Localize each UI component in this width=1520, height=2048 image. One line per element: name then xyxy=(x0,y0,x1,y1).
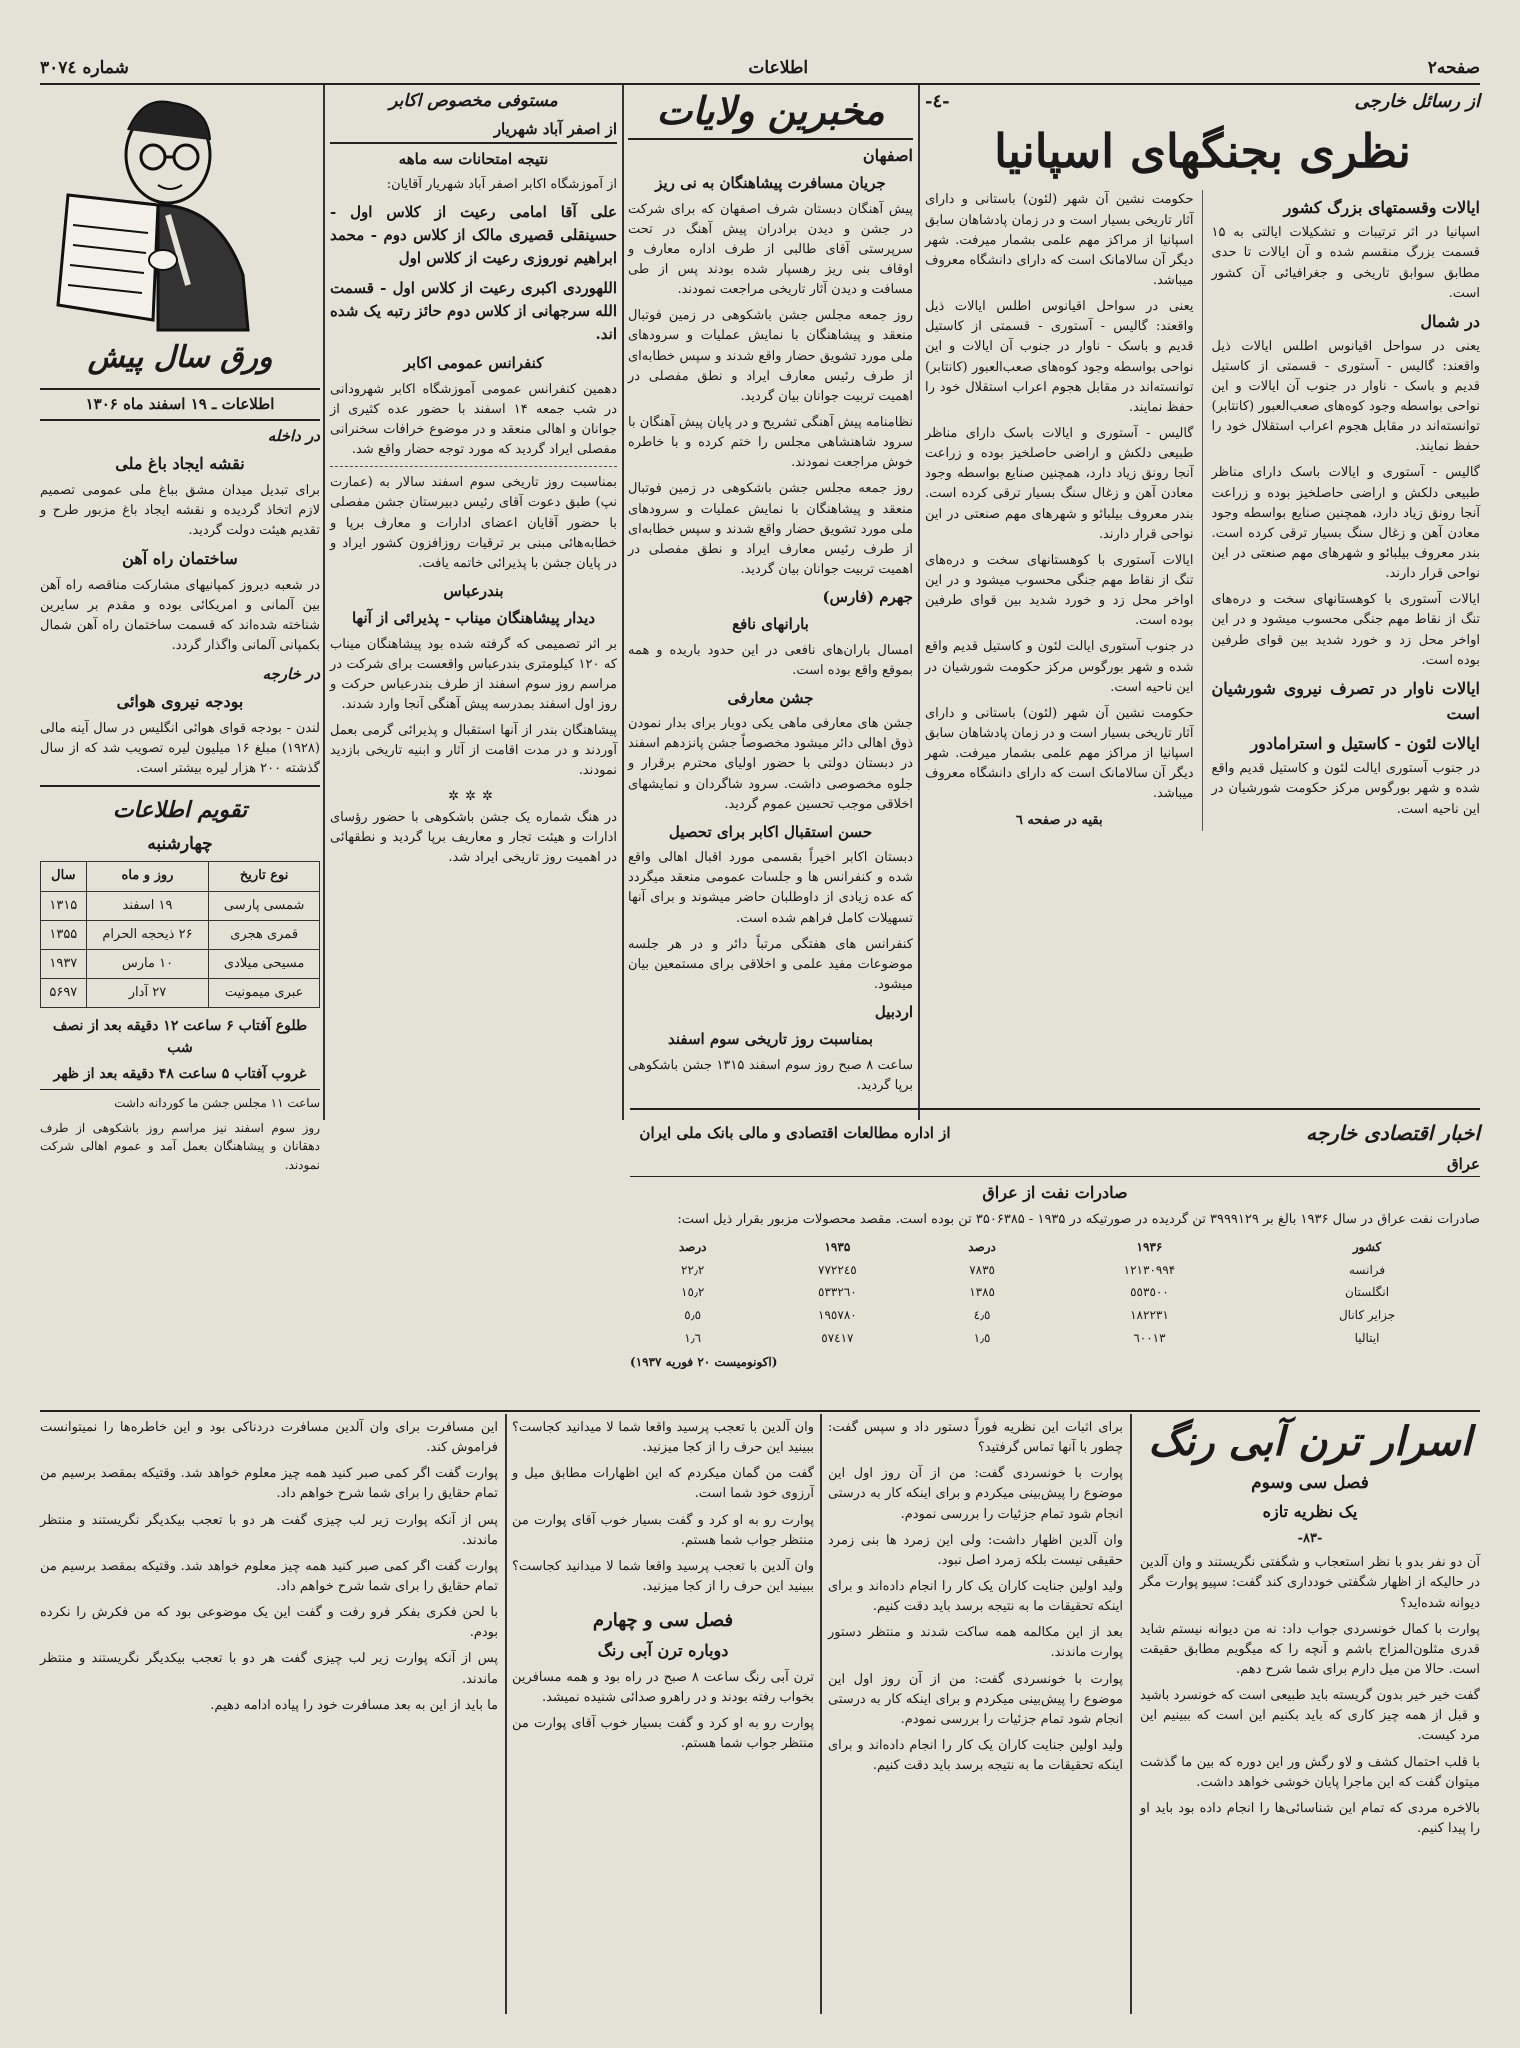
news-heading: کنفرانس عمومی اکابر xyxy=(403,354,544,373)
table-cell: ۱۹ اسفند xyxy=(86,891,209,920)
table-cell: مسیحی میلادی xyxy=(209,949,320,978)
paragraph: با لحن فکری بفکر فرو رفت و گفت این یک موضوعی بود که من فکرش را نکرده بودم. xyxy=(40,1605,498,1641)
paragraph: گفت من گمان میکردم که این اظهارات مطابق میل و آرزوی خود شما است. xyxy=(512,1466,814,1502)
paragraph: وان آلدین اظهار داشت: ولی این زمرد ها بنی زمرد حقیقی نیست بلکه زمرد اصل نبود. xyxy=(828,1532,1123,1568)
country-heading: عراق xyxy=(630,1153,1480,1177)
table-cell: ایتالیا xyxy=(1354,1330,1380,1345)
table-row xyxy=(630,1327,1480,1350)
paragraph: ولید اولین جنایت کاران یک کار را انجام داده‌اند و برای اینکه تحقیقات ما به نتیجه برسد باید دقت کنیم. xyxy=(828,1578,1123,1615)
sidebar-column xyxy=(40,335,320,1173)
column-divider xyxy=(820,1414,822,2014)
column-divider xyxy=(505,1414,507,2014)
city-heading: اردبیل xyxy=(874,1003,913,1022)
correspondent-label: مستوفی مخصوص اکابر xyxy=(389,91,558,111)
table-cell: ۲۷ آدار xyxy=(86,979,209,1008)
novel-top-rule xyxy=(40,1410,1480,1412)
dateline: اطلاعات ـ ۱۹ اسفند ماه ۱۳۰۶ xyxy=(40,388,320,421)
table-cell: ۲۶ ذیحجه الحرام xyxy=(86,920,209,949)
novel-column-3 xyxy=(512,1418,814,2018)
paragraph: پوارت گفت اگر کمی صبر کنید همه چیز معلوم خواهد شد. وقتیکه بمقصد برسیم من تمام حقایق را برای شما شرح خواهم داد. xyxy=(40,1466,498,1502)
table-row xyxy=(630,1281,1480,1304)
table-cell: ۵۶۹۷ xyxy=(41,979,87,1008)
table-header-row xyxy=(630,1236,1480,1259)
news-heading: جریان مسافرت پیشاهنگان به نی ریز xyxy=(655,174,886,193)
news-heading: از اصفر آباد شهریار xyxy=(330,118,617,143)
subheading: ایالات لئون - کاستیل و استرامادور xyxy=(1250,734,1480,754)
table-cell: ٤٫٥ xyxy=(973,1307,991,1322)
table-cell: ۱۳۵۵ xyxy=(41,920,87,949)
column-header: ۱۹۳۶ xyxy=(1136,1240,1163,1255)
paragraph: ایالات آستوری با کوهستانهای سخت و دره‌های تنگ از نقاط مهم جنگی محسوب میشود و در این اواخر محل زد و خورد شدید بین قوای طرفین بوده است. xyxy=(1211,592,1480,668)
table-cell: ٥٣٣۲٦٠ xyxy=(818,1285,857,1300)
paragraph: پوارت با کمال خونسردی جواب داد: نه من دیوانه نیستم شاید قدری مثلون‌المزاج باشم و آنچه را که میگویم مطابق حقیقت است. حالا من میل دارم برای شما شرح دهم. xyxy=(1140,1621,1480,1677)
subsection-label: در داخله xyxy=(267,426,320,445)
paragraph: پوارت رو به او کرد و گفت بسیار خوب آقای پوارت من منتظر جواب شما هستم. xyxy=(512,1512,814,1548)
news-heading: دیدار پیشاهنگان میناب - پذیرائی از آنها xyxy=(351,609,596,628)
article-title: نظری بجنگهای اسپانیا xyxy=(994,123,1411,178)
table-cell: ۱٫٦ xyxy=(684,1330,702,1345)
paragraph: گالیس - آستوری و ایالات باسک دارای مناظر طبیعی دلکش و اراضی حاصلخیز بوده و زراعت آنجا رونق زیاد دارد، همچنین صنایع بواسطه وجود معادن آهن و زغال سنگ بسیار ترقی کرده است. بندر معروف بیلبائو و شهرهای مهم صنعتی در این نواحی قرار دارند. xyxy=(925,426,1194,542)
paragraph: گفت خیر خیر بدون گریسته باید طبیعی است که خونسرد باشید و قبل از همه چیز کاری که باید بکنیم این است که ببینیم این مرد کیست. xyxy=(1140,1688,1480,1744)
novel-column-2 xyxy=(828,1418,1123,2018)
column-header: سال xyxy=(41,862,87,891)
chapter-subtitle: دوباره ترن آبی رنگ xyxy=(597,1641,729,1661)
news-heading: حسن استقبال اکابر برای تحصیل xyxy=(668,822,873,841)
sidebar-heading: ورق سال پیش xyxy=(87,340,273,375)
table-cell: ٥٥٣٥٠٠ xyxy=(1130,1285,1169,1300)
table-cell: فرانسه xyxy=(1348,1262,1386,1277)
column-divider xyxy=(1130,1414,1132,2014)
provinces-title: مخبرین ولایات xyxy=(656,88,885,133)
table-cell: شمسی پارسی xyxy=(209,891,320,920)
news-heading: بمناسبت روز تاریخی سوم اسفند xyxy=(667,1030,874,1049)
table-cell: ۱۹۳۷ xyxy=(41,949,87,978)
table-cell: ۷۷۲۲٤٥ xyxy=(818,1262,857,1277)
paragraph: دهمین کنفرانس عمومی آموزشگاه اکابر شهرودانی در شب جمعه ۱۴ اسفند با حضور عده کثیری از جوانان و اهالی منعقد و در موضوع خرافات سخنرانی مفصلی ایراد گردید که مورد توجه حضار واقع شد. xyxy=(330,381,617,458)
paragraph: یعنی در سواحل اقیانوس اطلس ایالات ذیل واقعند: گالیس - آستوری - قسمتی از کاستیل قدیم و باسک - ناوار در جنوب آن ایالات و این نواحی بواسطه وجود کوه‌های صعب‌العبور (کانتابر) توانسته‌اند در مقابل هجوم اعراب استقلال خود را حفظ نمایند. xyxy=(1211,338,1480,455)
column-header: درصد xyxy=(678,1240,707,1255)
calendar-title: تقویم اطلاعات xyxy=(112,797,248,824)
subheading: در شمال xyxy=(1420,311,1480,331)
column-header: ۱۹۳۵ xyxy=(824,1240,851,1255)
paragraph: نظامنامه پیش آهنگی تشریح و در پایان پیش آهنگان با سرود شاهنشاهی مجلس را ختم کرده و با خاطره خوش مراجعت نمودند. xyxy=(628,415,913,471)
correspondent-column xyxy=(330,88,617,1108)
column-divider xyxy=(622,85,624,1120)
table-cell: ۱۳۱۵ xyxy=(41,891,87,920)
paragraph: یعنی در سواحل اقیانوس اطلس ایالات ذیل واقعند: گالیس - آستوری - قسمتی از کاستیل قدیم و باسک - ناوار در جنوب آن ایالات و این نواحی بواسطه وجود کوه‌های صعب‌العبور (کانتابر) توانسته‌اند در مقابل هجوم اعراب استقلال خود را حفظ نمایند. xyxy=(925,299,1194,415)
paragraph: ما باید از این به بعد مسافرت خود را پیاده ادامه دهیم. xyxy=(210,1697,498,1713)
paragraph: بالاخره مردی که تمام این شناسائی‌ها را انجام داده بود باید او را پیدا کنیم. xyxy=(1140,1800,1480,1836)
table-cell: انگلستان xyxy=(1345,1285,1390,1300)
column-header: درصد xyxy=(968,1240,996,1255)
paragraph: وان آلدین با تعجب پرسید واقعا شما لا میدانید کجاست؟ ببینید این حرف را از کجا میزنید. xyxy=(512,1420,814,1456)
column-header: کشور xyxy=(1352,1240,1382,1255)
serial-title: اسرار ترن آبی رنگ xyxy=(1148,1418,1472,1465)
paragraph: آن دو نفر بدو با نظر استعجاب و شگفتی نگریستند و وان آلدین در حالیکه از اظهار شگفتی خودداری کند گفت: سپیو پوارت مگر دیوانه شده‌اید؟ xyxy=(1140,1555,1480,1611)
calendar-table xyxy=(40,861,320,1008)
spacer xyxy=(630,1110,1480,1111)
paragraph: برای اثبات این نظریه فوراً دستور داد و سپس گفت: چطور با آنها تماس گرفتید؟ xyxy=(828,1420,1123,1456)
paragraph: صادرات نفت عراق در سال ۱۹۳۶ بالغ بر ۳۹۹۹۱۲۹ تن گردیده در صورتیکه در ۱۹۳۵ - ۳۵۰۶۳۸۵ تن بوده است. مقصد محصولات مزبور بقرار ذیل است: xyxy=(677,1212,1480,1228)
paragraph: ایالات آستوری با کوهستانهای سخت و دره‌های تنگ از نقاط مهم جنگی محسوب میشود و در این اواخر محل زد و خورد شدید بین قوای طرفین بوده است. xyxy=(925,552,1194,629)
column-divider xyxy=(918,85,920,1120)
ornament-stars: ✲✲✲ xyxy=(448,789,499,805)
paragraph: بر اثر تصمیمی که گرفته شده بود پیشاهنگان میناب که ۱۲۰ کیلومتری بندرعباس واقعست برای شرکت در مراسم روز سوم اسفند از طرف بندرعباس حرکت و روز اول اسفند بمدرسه پیش آهنگی آنجا وارد شدند. xyxy=(330,636,618,712)
provinces-column xyxy=(628,88,913,1108)
paragraph: در شعبه دیروز کمپانیهای مشارکت مناقصه راه آهن بین آلمانی و امریکائی بوده و مقدم بر سایرین شناخته شده‌اند که قسمت ساختمان راه آهن شمال بکمپانی آلمانی واگذار گردد. xyxy=(40,578,320,654)
page-number: صفحه۲ xyxy=(1427,58,1480,78)
table-header-row xyxy=(41,862,320,891)
city-heading: اصفهان xyxy=(862,145,913,165)
paragraph: دبستان اکابر اخیراً بقسمی مورد اقبال اهالی واقع شده و کنفرانس ها و جلسات عمومی منعقد میگردد که عده زیادی از داوطلبان حاضر میشوند و برای آنها تسهیلات کامل فراهم شده است. xyxy=(628,850,913,926)
paragraph: اللهوردی اکبری رعیت از کلاس اول - قسمت الله سرجهانی از کلاس دوم حائز رتبه یک شده اند. xyxy=(329,278,617,344)
paragraph: ساعت ۸ صبح روز سوم اسفند ۱۳۱۵ جشن باشکوهی برپا گردید. xyxy=(628,1057,913,1093)
paragraph: ترن آبی رنگ ساعت ۸ صبح در راه بود و همه مسافرین بخواب رفته بودند و در راهرو صدائی شنیده نمیشد. xyxy=(512,1669,815,1705)
news-heading: ساختمان راه آهن xyxy=(122,549,238,569)
paragraph: کنفرانس های هفتگی مرتباً دائر و در هر جلسه موضوعات مفید علمی و اخلاقی برای مستمعین بیان میشود. xyxy=(628,936,913,992)
news-heading: صادرات نفت از عراق xyxy=(982,1183,1128,1203)
news-heading: بارانهای نافع xyxy=(732,615,809,634)
paragraph: وان آلدین با تعجب پرسید واقعا شما لا میدانید کجاست؟ ببینید این حرف را از کجا میزنید. xyxy=(512,1558,814,1594)
table-cell: ۱۹٥۷۸۰ xyxy=(818,1307,857,1322)
issue-number: شماره ۳۰۷٤ xyxy=(40,58,129,78)
paragraph: امسال باران‌های نافعی در این حدود باریده و همه بموقع واقع بوده است. xyxy=(628,642,913,678)
city-heading: بندرعباس xyxy=(443,582,504,600)
page-header xyxy=(40,55,1480,81)
table-cell: ٥۷٤۱۷ xyxy=(821,1330,854,1345)
weekday: چهارشنبه xyxy=(147,834,213,855)
source-caption: از اداره مطالعات اقتصادی و مالی بانک ملی ایران xyxy=(639,1123,951,1142)
table-cell: ۱۲۱۳۰۹۹۴ xyxy=(1123,1262,1176,1277)
paragraph: این مسافرت برای وان آلدین مسافرت دردناکی بود و این خاطره‌ها را نمیتوانست فراموش کند. xyxy=(40,1420,498,1456)
subheading: ایالات ناوار در تصرف نیروی شورشیان است xyxy=(1211,678,1480,723)
table-cell: جزایر کانال xyxy=(1338,1307,1396,1322)
novel-column-4 xyxy=(40,1418,498,2018)
paragraph: در جنوب آستوری ایالت لئون و کاستیل قدیم واقع شده و شهر بورگوس مرکز حکومت شورشیان در این ناحیه است. xyxy=(1211,761,1480,817)
paragraph: حکومت نشین آن شهر (لئون) باستانی و دارای آثار تاریخی بسیار است و در زمان پادشاهان سابق اسپانیا از مراکز مهم علمی بشمار میرفت. شهر دیگر آن سالامانک است که دارای دانشگاه معروف میباشد. xyxy=(925,705,1194,802)
paragraph: جشن های معارفی ماهی یکی دوبار برای بدار نمودن ذوق اهالی دائر میشود مخصوصاً جشن پانزدهم اسفند در دبستان دولتی با حضور اولیای محترم برقرار و جلوه مخصوصی داشت. سرود شاگردان و نمایشهای اخلاقی موجب تحسین عموم گردید. xyxy=(628,716,913,812)
foreign-article xyxy=(925,88,1480,1113)
table-cell: ۱۸۲۲۳۱ xyxy=(1130,1307,1169,1322)
source-footer: (اکونومیست ۲۰ فوریه ۱۹۳۷) xyxy=(630,1355,778,1370)
table-cell: ۷۸۳٥ xyxy=(969,1262,995,1277)
newspaper-name: اطلاعات xyxy=(748,58,809,78)
table-cell: ۱٫٥ xyxy=(973,1330,991,1345)
chapter-subtitle: یک نظریه تازه xyxy=(1262,1502,1358,1522)
table-cell: ۱۳۸٥ xyxy=(969,1285,995,1300)
table-cell: ۱۰ مارس xyxy=(86,949,209,978)
paragraph: علی آقا امامی رعیت از کلاس اول - حسینقلی قصیری مالک از کلاس دوم - محمد ابراهیم نوروزی رعیت از کلاس اول xyxy=(330,202,617,268)
paragraph: حکومت نشین آن شهر (لئون) باستانی و دارای آثار تاریخی بسیار است و در زمان پادشاهان سابق اسپانیا از مراکز مهم علمی بشمار میرفت. شهر دیگر آن سالامانک است که دارای دانشگاه معروف میباشد. xyxy=(925,192,1194,289)
chapter-heading: فصل سی وسوم xyxy=(1251,1473,1369,1493)
paragraph: پوارت رو به او کرد و گفت بسیار خوب آقای پوارت من منتظر جواب شما هستم. xyxy=(512,1716,814,1752)
table-cell: عبری میمونیت xyxy=(209,979,320,1008)
paragraph: پیشاهنگان بندر از آنها استقبال و پذیرائی گرمی بعمل آوردند و در مدت اقامت از آثار و ابنیه تاریخی بازدید نمودند. xyxy=(330,723,617,779)
section-label: از رسائل خارجی xyxy=(1354,91,1480,112)
paragraph: لندن - بودجه قوای هوائی انگلیس در سال آینه مالی (۱۹۲۸) مبلغ ۱۶ میلیون لیره تصویب شد که از سال گذشته ۲۰۰ هزار لیره بیشتر است. xyxy=(40,720,320,776)
subsection-label: در خارجه xyxy=(262,664,320,683)
table-cell: قمری هجری xyxy=(209,920,320,949)
news-heading: نتیجه امتحانات سه ماهه xyxy=(398,149,549,168)
paragraph: ساعت ۱۱ مجلس جشن ما کوردانه داشت xyxy=(114,1096,320,1111)
paragraph: بعد از این مکالمه همه ساکت شدند و منتظر دستور پوارت ماندند. xyxy=(828,1625,1123,1661)
paragraph: اسپانیا در اثر ترتیبات و تشکیلات ایالتی به ۱۵ قسمت بزرگ منقسم شده و آن ایالات تا حدی مطابق سوابق تاریخی و جغرافیائی آن کشور است. xyxy=(1211,225,1480,301)
paragraph: گالیس - آستوری و ایالات باسک دارای مناظر طبیعی دلکش و اراضی حاصلخیز بوده و زراعت آنجا رونق زیاد دارد، همچنین صنایع بواسطه وجود معادن آهن و زغال سنگ بسیار ترقی کرده است. بندر معروف بیلبائو و شهرهای مهم صنعتی در این نواحی قرار دارند. xyxy=(1211,465,1480,582)
city-heading: جهرم (فارس) xyxy=(822,588,913,607)
news-heading: جشن معارفی xyxy=(727,688,814,707)
table-row xyxy=(41,920,320,949)
paragraph: از آموزشگاه اکابر اصفر آباد شهریار آقایان: xyxy=(386,176,617,192)
table-row xyxy=(630,1304,1480,1327)
paragraph: در هنگ شماره یک جشن باشکوهی با حضور رؤسای ادارات و هیئت تجار و معاریف برپا گردید و نطقهائی در اهمیت روز تاریخی ایراد شد. xyxy=(330,809,617,865)
table-cell: ٦۰۰۱۳ xyxy=(1133,1330,1166,1345)
installment-number: -۸۳- xyxy=(1297,1531,1323,1547)
paragraph: پوارت با خونسردی گفت: من از آن روز اول این موضوع را پیش‌بینی میکردم و برای اینکه کار به درستی انجام شود تمام جزئیات را بررسی نمودم. xyxy=(828,1671,1123,1727)
news-heading: بودجه نیروی هوائی xyxy=(116,691,244,711)
continued-note: بقیه در صفحه ٦ xyxy=(1015,812,1103,828)
table-row xyxy=(41,979,320,1008)
paragraph: پس از آنکه پوارت زیر لب چیزی گفت هر دو با تعجب بیکدیگر نگریستند و منتظر ماندند. xyxy=(40,1651,498,1687)
paragraph: بمناسبت روز تاریخی سوم اسفند سالار به (عمارت نپ) طبق دعوت آقای رئیس دبیرستان جشن مفصلی با حضور آقایان اعضای ادارات و معارف برپا و خطابه‌هائی مبنی بر ترقیات روزافزون کشور ایراد و در پایان جشن با پذیرائی خاتمه یافت. xyxy=(330,475,617,571)
paragraph: برای تبدیل میدان مشق بباغ ملی عمومی تصمیم لازم اتخاذ گردیده و نقشه ایجاد باغ مزبور طرح و تقدیم هیئت دولت گردید. xyxy=(40,482,320,539)
economic-news-box xyxy=(630,1118,1480,1403)
paragraph: در جنوب آستوری ایالت لئون و کاستیل قدیم واقع شده و شهر بورگوس مرکز حکومت شورشیان در این ناحیه است. xyxy=(925,639,1194,695)
paragraph: پوارت با خونسردی گفت: من از آن روز اول این موضوع را پیش‌بینی میکردم و برای اینکه کار به درستی انجام شود تمام جزئیات را بررسی نمودم. xyxy=(828,1466,1123,1522)
subheading: ایالات وقسمتهای بزرگ کشور xyxy=(1283,198,1480,218)
cartoon-illustration xyxy=(48,85,263,335)
section-label: اخبار اقتصادی خارجه xyxy=(1306,1121,1480,1145)
paragraph: پیش آهنگان دبستان شرف اصفهان که برای شرکت در جشن و دیدن برادران پیش آهنگ در تحت سرپرستی آقای طالبی از طرف اداره معارف و اوقاف بنی ریز رهسپار شده بودند پس از طی مسافت و دیدن آثار تاریخی مراجعت نمودند. xyxy=(628,201,913,298)
chapter-heading: فصل سی و چهارم xyxy=(592,1610,734,1632)
reader-illustration xyxy=(48,85,263,335)
column-header: روز و ماه xyxy=(86,862,209,891)
paragraph: با قلب احتمال کشف و لاو رگش ور این دوره که بین ما گذشت میتوان گفت که این ماجرا پایان خوشی خواهد داشت. xyxy=(1140,1754,1480,1790)
column-divider xyxy=(323,85,325,1120)
sunset-time: غروب آفتاب ۵ ساعت ۴۸ دقیقه بعد از ظهر xyxy=(53,1065,307,1082)
news-heading: نقشه ایجاد باغ ملی xyxy=(115,454,245,473)
paragraph: روز جمعه مجلس جشن باشکوهی در زمین فوتبال منعقد و پیشاهنگان با نمایش عملیات و سرودهای ملی مورد تشویق حضار واقع شدند و سپس خطابه‌ای از طرف رئیس معارف ایراد و نطق مفصلی در اهمیت تربیت جوانان بیان گردید. xyxy=(628,481,913,578)
paragraph: روز سوم اسفند نیز مراسم روز باشکوهی از طرف دهقانان و پیشاهنگان بعمل آمد و عموم اهالی شرکت نمودند. xyxy=(40,1120,320,1173)
exports-table xyxy=(630,1236,1480,1349)
table-cell: ۱٥٫۲ xyxy=(681,1285,705,1300)
table-cell: ٥٫٥ xyxy=(684,1307,702,1322)
table-row xyxy=(630,1259,1480,1282)
column-header: نوع تاریخ xyxy=(209,862,320,891)
paragraph: روز جمعه مجلس جشن باشکوهی در زمین فوتبال منعقد و پیشاهنگان با نمایش عملیات و سرودهای ملی مورد تشویق حضار واقع شدند و سپس خطابه‌ای از طرف رئیس معارف ایراد و نطق مفصلی در اهمیت تربیت جوانان بیان گردید. xyxy=(628,308,913,404)
paragraph: ولید اولین جنایت کاران یک کار را انجام داده‌اند و برای اینکه تحقیقات ما به نتیجه برسد باید دقت کنیم. xyxy=(828,1737,1123,1774)
table-row xyxy=(41,949,320,978)
table-cell: ۲۲٫۲ xyxy=(681,1262,705,1277)
novel-column-1 xyxy=(1140,1418,1480,2018)
article-number: -٤- xyxy=(925,91,950,112)
paragraph: پس از آنکه پوارت زیر لب چیزی گفت هر دو با تعجب بیکدیگر نگریستند و منتظر ماندند. xyxy=(40,1512,498,1548)
paragraph: پوارت گفت اگر کمی صبر کنید همه چیز معلوم خواهد شد. وقتیکه بمقصد برسیم من تمام حقایق را برای شما شرح خواهم داد. xyxy=(40,1558,498,1594)
sunrise-time: طلوع آفتاب ۶ ساعت ۱۲ دقیقه بعد از نصف شب xyxy=(52,1018,308,1056)
table-row xyxy=(41,891,320,920)
